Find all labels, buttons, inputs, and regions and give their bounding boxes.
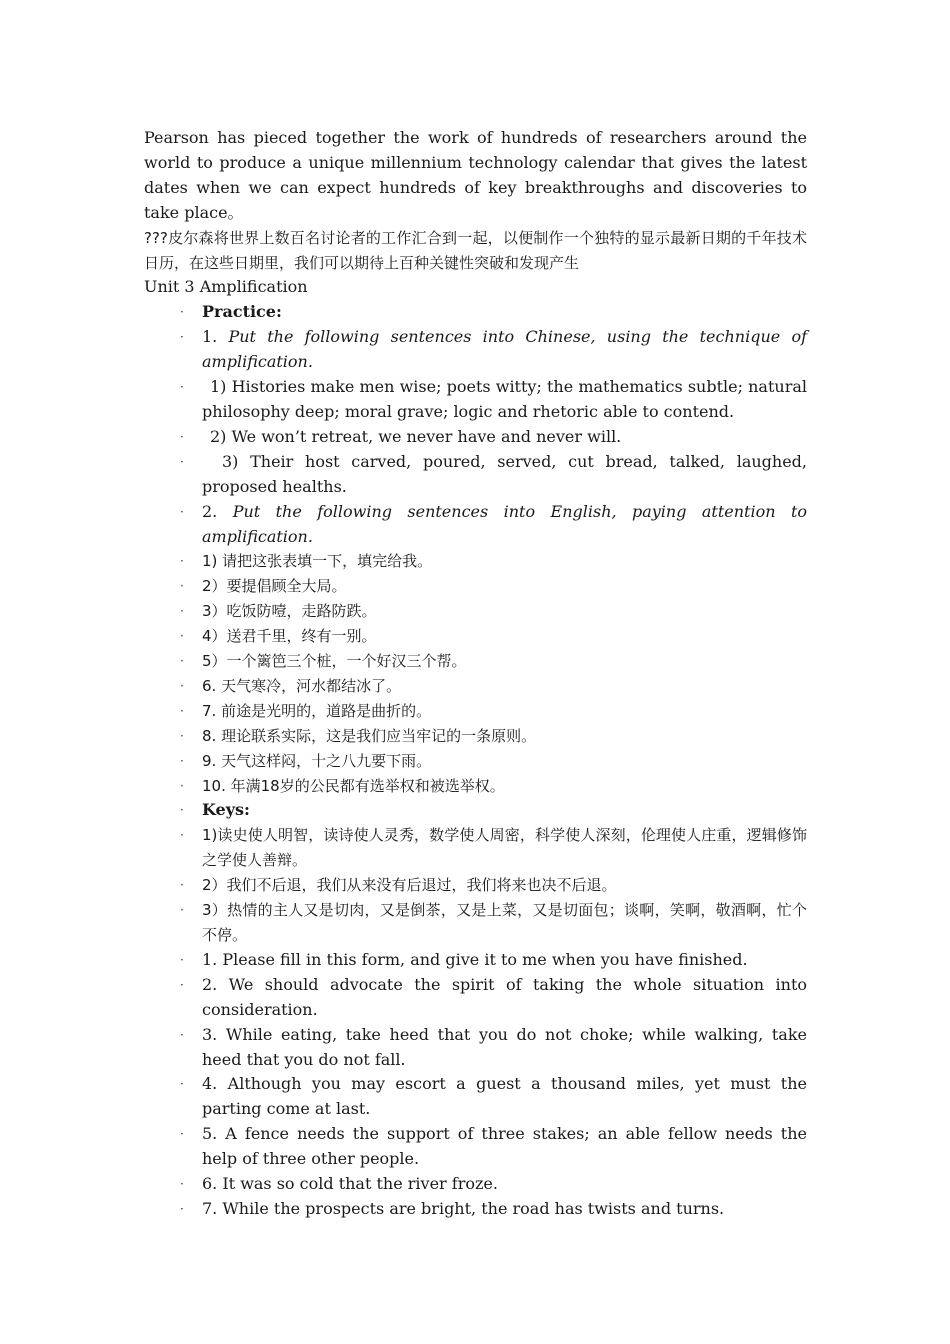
item-text: Keys: — [202, 800, 250, 820]
item-text: 6. It was so cold that the river froze. — [202, 1174, 498, 1194]
intro-paragraph: Pearson has pieced together the work of hundreds of researchers around the world to produce a unique millennium technology calendar that gives the latest dates when we can expect hundreds of key breakthroughs and discoveries to take place。 — [144, 128, 807, 222]
item-text: 6. 天气寒冷，河水都结冰了。 — [202, 676, 402, 695]
item-text: 1)读史使人明智，读诗使人灵秀，数学使人周密，科学使人深刻，伦理使人庄重，逻辑修饰之学使人善辩。 — [202, 826, 807, 870]
item-text: Put the following sentences into Chinese, using the technique of amplification. — [202, 327, 807, 372]
list-item — [144, 300, 807, 325]
list-item — [144, 774, 807, 799]
bullet-marker: · — [180, 828, 184, 843]
list-item — [144, 724, 807, 749]
list-item — [144, 749, 807, 774]
item-text: 8. 理论联系实际，这是我们应当牢记的一条原则。 — [202, 726, 537, 745]
item-text: 3. While eating, take heed that you do not choke; while walking, take heed that you do not fall. — [202, 1024, 807, 1069]
item-text: 5. A fence needs the support of three stakes; an able fellow needs the help of three other people. — [202, 1124, 807, 1169]
bullet-marker: · — [180, 803, 184, 818]
list-item — [144, 973, 807, 1023]
bullet-marker: · — [180, 330, 184, 345]
list-item — [144, 574, 807, 599]
bullet-marker: · — [180, 654, 184, 669]
bullet-marker: · — [180, 728, 184, 743]
item-text: 10. 年满18岁的公民都有选举权和被选举权。 — [202, 776, 505, 795]
list-item — [144, 325, 807, 375]
bullet-marker: · — [180, 629, 184, 644]
list-item — [144, 1122, 807, 1172]
item-text: 2. We should advocate the spirit of taking the whole situation into consideration. — [202, 974, 807, 1019]
item-text: 1) Histories make men wise; poets witty; the mathematics subtle; natural philosophy deep; moral grave; logic and rhetoric able to contend. — [202, 377, 807, 421]
item-text: 3）热情的主人又是切肉，又是倒茶，又是上菜，又是切面包；谈啊，笑啊，敬酒啊，忙个不停。 — [202, 901, 807, 944]
list-item — [144, 649, 807, 674]
bullet-marker: · — [180, 1127, 184, 1142]
bullet-marker: · — [180, 579, 184, 594]
list-item — [144, 425, 807, 450]
list-item — [144, 1172, 807, 1197]
item-text: 5）一个篱笆三个桩，一个好汉三个帮。 — [202, 652, 467, 671]
bullet-marker: · — [180, 753, 184, 768]
list-item — [144, 450, 807, 500]
item-number: 2. — [202, 501, 233, 521]
item-text: Put the following sentences into English, paying attention to amplification. — [202, 501, 808, 546]
list-item — [144, 599, 807, 624]
item-text: 7. While the prospects are bright, the road has twists and turns. — [202, 1198, 725, 1218]
bullet-marker: · — [180, 604, 184, 619]
bullet-marker: · — [180, 504, 184, 519]
bullet-marker: · — [180, 977, 184, 992]
bullet-marker: · — [180, 554, 184, 569]
bullet-marker: · — [180, 1077, 184, 1092]
item-text: 9. 天气这样闷，十之八九要下雨。 — [202, 751, 432, 770]
list-item — [144, 1197, 807, 1222]
list-item — [144, 873, 807, 898]
item-text: 3）吃饭防噎，走路防跌。 — [202, 602, 377, 621]
bullet-marker: · — [180, 952, 184, 967]
bullet-marker: · — [180, 429, 184, 444]
list-item — [144, 898, 807, 948]
exercise-list — [144, 300, 807, 1222]
list-item — [144, 823, 807, 873]
item-text: 7. 前途是光明的，道路是曲折的。 — [202, 701, 432, 720]
item-text: 3) Their host carved, poured, served, cut bread, talked, laughed, proposed healths. — [202, 451, 807, 496]
bullet-marker: · — [180, 878, 184, 893]
item-text: Practice: — [202, 302, 282, 322]
item-text: 1) 请把这张表填一下，填完给我。 — [202, 552, 433, 571]
list-item — [144, 1023, 807, 1073]
item-text: 4. Although you may escort a guest a thousand miles, yet must the parting come at last. — [202, 1074, 807, 1119]
bullet-marker: · — [180, 305, 184, 320]
list-item — [144, 674, 807, 699]
list-item — [144, 798, 807, 823]
list-item — [144, 1072, 807, 1122]
list-item — [144, 500, 807, 550]
intro-translation: ???皮尔森将世界上数百名讨论者的工作汇合到一起，以便制作一个独特的显示最新日期的千年技术日历，在这些日期里，我们可以期待上百种关键性突破和发现产生 — [144, 228, 807, 272]
bullet-marker: · — [180, 380, 184, 395]
bullet-marker: · — [180, 454, 184, 469]
document-body — [144, 126, 807, 1222]
unit-title: Unit 3 Amplification — [144, 277, 308, 297]
list-item — [144, 699, 807, 724]
bullet-marker: · — [180, 778, 184, 793]
bullet-marker: · — [180, 703, 184, 718]
bullet-marker: · — [180, 1027, 184, 1042]
item-text: 2）我们不后退，我们从来没有后退过，我们将来也决不后退。 — [202, 876, 617, 895]
item-number: 1. — [202, 327, 229, 347]
item-text: 4）送君千里，终有一别。 — [202, 627, 377, 646]
item-text: 2）要提倡顾全大局。 — [202, 577, 347, 596]
bullet-marker: · — [180, 1177, 184, 1192]
list-item — [144, 549, 807, 574]
item-text: 2) We won’t retreat, we never have and never will. — [210, 426, 622, 446]
item-text: 1. Please fill in this form, and give it to me when you have finished. — [202, 949, 748, 969]
bullet-marker: · — [180, 1201, 184, 1216]
list-item — [144, 624, 807, 649]
list-item — [144, 948, 807, 973]
bullet-marker: · — [180, 678, 184, 693]
list-item — [144, 375, 807, 425]
bullet-marker: · — [180, 903, 184, 918]
